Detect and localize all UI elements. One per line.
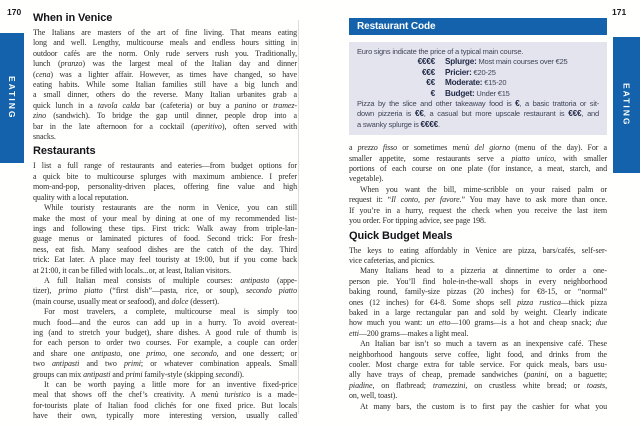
section-heading: Restaurants <box>33 145 96 158</box>
text-line: zino (sandwich). To bridge the gap until dinner, people drop into a <box>33 111 297 121</box>
euro-signs: €€€ <box>421 67 435 77</box>
text-line: you order. For tipping advice, see page 198. <box>349 216 486 226</box>
text-line: ness, eat fish. Many seafood dishes are the catch of the day. Third <box>33 244 297 254</box>
text-line: outdoor cafés are the norm. Only rude servers rush you. Traditionally, <box>33 48 297 58</box>
text-line: tizer), primo piatto (“first dish”—pasta, rice, or soup), secondo piatto <box>33 286 297 296</box>
text-line: etti—200 grams—makes a light meal. <box>349 328 469 338</box>
text-line: cooler. Most charge extra for table service. For quick meals, bars usu- <box>349 359 607 369</box>
left-page-text-column <box>33 12 297 422</box>
text-line: a quick bite to multicourse splurges with maximum ambience. I prefer <box>33 171 297 181</box>
text-line: ings and following these tips. First trick: Walk away from triple-lan- <box>33 223 297 233</box>
restaurant-code-box-body <box>349 42 607 135</box>
text-line: The Italians are masters of the art of fine living. That means eating <box>33 28 297 37</box>
text-line: baked in a large rectangular pan and sold by weight. Clearly indicate <box>349 307 607 317</box>
text-line: mom-and-pop, personality-driven places, offering fine value and high <box>33 182 297 192</box>
text-line: two antipasti and two primi; or whatever combination appeals. Small <box>33 359 297 369</box>
text-line: snacks. <box>33 132 56 142</box>
text-line: ally have trays of cheap, premade sandwiches (panini, on a baguette; <box>349 370 607 380</box>
section-heading: When in Venice <box>33 12 113 24</box>
paragraph <box>349 246 607 267</box>
text-line: Many Italians head to a pizzeria at dinnertime to order a one- <box>360 266 607 276</box>
text-line: It can be worth paying a little more for an inventive fixed-price <box>44 380 297 389</box>
text-line: When you want the bill, mime-scribble on your raised palm or <box>360 184 607 194</box>
text-line: request it: “Il conto, per favore.” You may have to ask more than once. <box>349 195 607 205</box>
text-line: I list a full range of restaurants and eateries—from budget options for <box>33 161 297 171</box>
price-tier-row <box>357 68 599 78</box>
text-line: quick lunch in a tavola calda bar (cafeteria) or buy a panino or tramez- <box>33 100 297 110</box>
price-tier-row <box>357 89 599 99</box>
text-line: long and well. Lengthy, multicourse meals and endless hours sitting in <box>33 38 297 48</box>
tier-desc: €20-25 <box>473 67 496 77</box>
text-line: a small dinner, others do the reverse. Many Italian urbanites grab a <box>33 90 297 100</box>
text-line: neighborhood hangouts serve coffee, light food, and drinks from the <box>349 349 607 359</box>
text-line: for-tourists plate of Italian food clichés for one fixed price. But locals <box>33 400 297 410</box>
text-line: lunch (pranzo) was the largest meal of the Italian day and dinner <box>33 59 297 69</box>
paragraph <box>33 161 297 203</box>
tier-label: Moderate: <box>445 78 483 88</box>
chapter-tab-left-label: EATING <box>7 76 17 120</box>
text-line: vice cafeterias, and picnics. <box>349 255 435 265</box>
price-tier-row <box>357 57 599 67</box>
text-line: Pizza by the slice and other takeaway food is €, a basic trattoria or sit- <box>357 99 600 109</box>
text-line: A full Italian meal consists of multiple courses: antipasto (appe- <box>44 275 297 285</box>
text-line: a prezzo fisso or sometimes menù del giorno (menu of the day). For a <box>349 143 607 153</box>
paragraph <box>33 307 297 380</box>
text-line: make the most of your meal by dining at one of my recommended list- <box>33 213 297 223</box>
euro-signs: € <box>430 88 435 98</box>
chapter-tab-right-label: EATING <box>621 83 632 127</box>
paragraph <box>357 99 599 130</box>
section-heading: Quick Budget Meals <box>349 229 453 242</box>
text-line: meal that shows off the chef’s creativity. A menù turistico is a made- <box>33 390 297 400</box>
tier-label: Budget: <box>445 88 475 98</box>
tier-label: Splurge: <box>445 57 477 67</box>
chapter-tab-left <box>0 33 24 163</box>
text-line: for each person to order two courses. For example, a couple can order <box>33 338 297 348</box>
text-line: ones (12 inches) for €4-8. Some shops sell pizza rustica—thick pizza <box>349 297 607 307</box>
paragraph <box>349 339 607 401</box>
page-number-right: 171 <box>612 7 627 17</box>
text-line: If you’re in a hurry, request the check when you receive the last item <box>349 205 607 215</box>
euro-signs: €€ <box>426 78 435 88</box>
text-line: (cena) was a lighter affair. However, as times have changed, so have <box>33 69 297 79</box>
text-line: how much you want: un etto—100 grams—is a hot and cheap snack; due <box>349 318 608 328</box>
paragraph <box>33 203 297 276</box>
paragraph <box>349 143 607 185</box>
text-line: (main course, usually meat or seafood), and dolce (dessert). <box>33 296 220 306</box>
tier-desc: €15-20 <box>484 78 507 88</box>
text-line: much food—and the euros can add up in a hurry. To avoid overeat- <box>33 317 297 327</box>
box-footer-text <box>357 99 599 130</box>
paragraph <box>349 266 607 339</box>
text-line: smaller appetite, some restaurants serve a piatto unico, with smaller <box>349 153 608 163</box>
restaurant-code-box-title: Restaurant Code <box>349 18 607 35</box>
text-line: groups can mix antipasti and primi family-style (skipping secondi). <box>33 369 244 379</box>
chapter-tab-right <box>613 37 640 173</box>
text-line: At many bars, the custom is to first pay the cashier for what you <box>360 401 607 411</box>
text-line: down pizzeria is €€, a casual but more upscale restaurant is €€€, and <box>357 109 600 119</box>
text-line: at 21:00, it can be filled with locals...or, at least, Italian visitors. <box>33 265 231 275</box>
text-line: person pie. You’ll find hole-in-the-wall shops in every neighborhood <box>349 276 607 286</box>
box-intro-line: Euro signs indicate the price of a typical main course. <box>357 47 524 56</box>
text-line: The keys to eating affordably in Venice are pizza, bars/cafés, self-ser- <box>349 245 607 255</box>
paragraph <box>349 402 607 412</box>
restaurant-code-box <box>349 18 607 135</box>
text-line: An Italian bar isn’t so much a tavern as an inexpensive café. These <box>360 339 607 349</box>
page-number-left: 170 <box>7 7 22 17</box>
text-line: a swanky splurge is €€€€. <box>357 119 440 129</box>
text-line: trick: Eat later. A place may feel touristy at 19:00, but if you come back <box>33 255 297 265</box>
tier-label: Pricier: <box>445 67 472 77</box>
gutter-shadow <box>298 20 299 414</box>
paragraph <box>33 276 297 307</box>
tier-desc: Most main courses over €25 <box>478 57 568 67</box>
paragraph <box>33 28 297 142</box>
text-line: quality with a local reputation. <box>33 192 129 202</box>
text-line: have their own, typically more interesting version, usually called <box>33 411 297 421</box>
text-line: portions of each course on one plate (for instance, a meat, starch, and <box>349 164 607 174</box>
right-page-flow <box>349 143 607 412</box>
text-line: on, well, toast). <box>349 391 398 401</box>
tier-desc: Under €15 <box>476 88 510 98</box>
text-line: For most travelers, a complete, multicourse meal is simply too <box>44 307 297 317</box>
paragraph <box>33 380 297 422</box>
text-line: eating habits. While some Italian families still have a big lunch and <box>33 80 297 90</box>
text-line: vegetable). <box>349 174 384 184</box>
text-line: bar in the late afternoon for a cocktail (aperitivo), often served with <box>33 121 297 131</box>
text-line: baking round, family-size pizzas (20 inches) for €8-15, or “normal” <box>349 287 607 297</box>
text-line: and share one antipasto, one primo, one secondo, and one dessert; or <box>33 348 297 358</box>
text-line: ing (and to stretch your budget), share dishes. A good rule of thumb is <box>33 327 297 337</box>
paragraph <box>349 185 607 227</box>
text-line: piadine, on flatbread; tramezzini, on crustless white bread; or toasts, <box>349 380 607 390</box>
price-tier-row <box>357 78 599 88</box>
euro-signs: €€€€ <box>417 57 435 67</box>
text-line: guage menus or laminated pictures of food. Second trick: For fresh- <box>33 234 297 244</box>
text-line: While touristy restaurants are the norm in Venice, you can still <box>44 203 297 213</box>
right-page-text-column <box>349 18 607 412</box>
